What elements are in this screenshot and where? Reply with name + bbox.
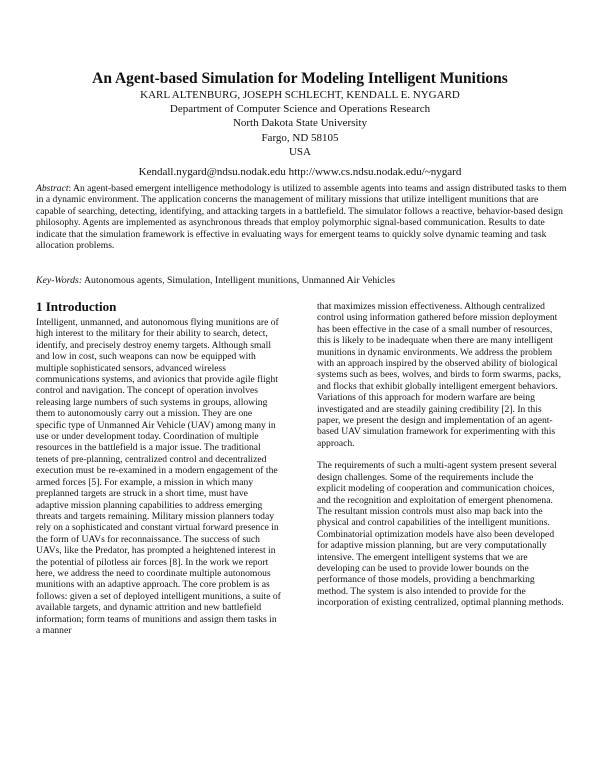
abstract bbox=[36, 183, 568, 251]
paper-title: An Agent-based Simulation for Modeling Intelligent Munitions bbox=[92, 70, 508, 87]
country: USA bbox=[288, 145, 311, 158]
keywords-label: Key-Words: bbox=[36, 275, 83, 286]
right-column bbox=[317, 301, 564, 609]
contact-info: Kendall.nygard@ndsu.nodak.edu http://www.cs.ndsu.nodak.edu/~nygard bbox=[138, 166, 462, 179]
intro-paragraph-3: The requirements of such a multi-agent system present several design challenges. Some of the requirements include the explicit modeling of cooperation and communication choices, and the recognition and exploitation of emergent phenomena. The resultant mission controls must also map back into the physical and control capabilities of the intelligent munitions. Combinatorial optimization models have also been developed for adaptive mission planning, but are very computationally intensive. The emergent intelligent systems that we are developing can be used to provide lower bounds on the performance of those models, providing a benchmarking method. The system is also intended to provide for the incorporation of existing centralized, optimal planning methods. bbox=[317, 460, 564, 609]
paper-header bbox=[0, 70, 600, 179]
city: Fargo, ND 58105 bbox=[261, 131, 339, 144]
abstract-text: : An agent-based emergent intelligence methodology is utilized to assemble agents into teams and assign distributed tasks to them in a dynamic environment. The application concerns the management of military missions that utilize intelligent munitions that are capable of searching, detecting, identifying, and attacking targets in a battlefield. The simulator follows a reactive, behavior-based design philosophy. Agents are implemented as asynchronous threads that employ polymorphic signal-based communication. Results to date indicate that the simulation framework is effective in evaluating ways for emergent teams to quickly solve dynamic teaming and task allocation problems. bbox=[36, 183, 567, 252]
university: North Dakota State University bbox=[232, 117, 368, 130]
keywords bbox=[36, 275, 568, 287]
left-column bbox=[36, 299, 282, 636]
author-list: KARL ALTENBURG, JOSEPH SCHLECHT, KENDALL E. NYGARD bbox=[140, 89, 460, 101]
intro-paragraph-1: Intelligent, unmanned, and autonomous flying munitions are of high interest to the military for their ability to search, detect, identify, and precisely destroy enemy targets. Although small and low in cost, such weapons can now be equipped with multiple sophisticated sensors, advanced wireless communications systems, and avionics that provide agile flight control and navigation. The concept of operation involves releasing large numbers of such systems in groups, allowing them to autonomously carry out a mission. They are one specific type of Unmanned Air Vehicle (UAV) among many in use or under development today. Coordination of multiple resources in the battlefield is a major issue. The traditional tenets of pre-planning, centralized control and decentralized execution must be re-examined in a modern engagement of the armed forces [5]. For example, a mission in which many preplanned targets are struck in a short time, must have adaptive mission planning capabilities to address emerging threats and targets remaining. Military mission planners today rely on a sophisticated and constant virtual forward presence in the form of UAVs for reconnaissance. The success of such UAVs, like the Predator, has prompted a heightened interest in the potential of pilotless air forces [8]. In the work we report here, we address the need to coordinate multiple autonomous munitions with an adaptive approach. The core problem is as follows: given a set of deployed intelligent munitions, a suite of available targets, and dynamic attrition and new battlefield information; form teams of munitions and assign them tasks in a manner bbox=[36, 317, 281, 636]
abstract-label: Abstract bbox=[36, 183, 69, 194]
department: Department of Computer Science and Operations Research bbox=[169, 103, 431, 116]
intro-paragraph-2: that maximizes mission effectiveness. Although centralized control using information gathered before mission deployment has been effective in the case of a small number of resources, this is likely to be inadequate when there are many intelligent munitions in dynamic environments. We address the problem with an approach inspired by the observed ability of biological systems such as bees, wolves, and birds to form swarms, packs, and flocks that exhibit globally intelligent emergent behaviors. Variations of this approach for modern warfare are being investigated and are steadily gaining credibility [2]. In this paper, we present the design and implementation of an agent-based UAV simulation framework for experimenting with this approach. bbox=[317, 301, 562, 449]
section-heading: 1 Introduction bbox=[36, 299, 117, 314]
keywords-text: Autonomous agents, Simulation, Intelligent munitions, Unmanned Air Vehicles bbox=[82, 275, 396, 286]
